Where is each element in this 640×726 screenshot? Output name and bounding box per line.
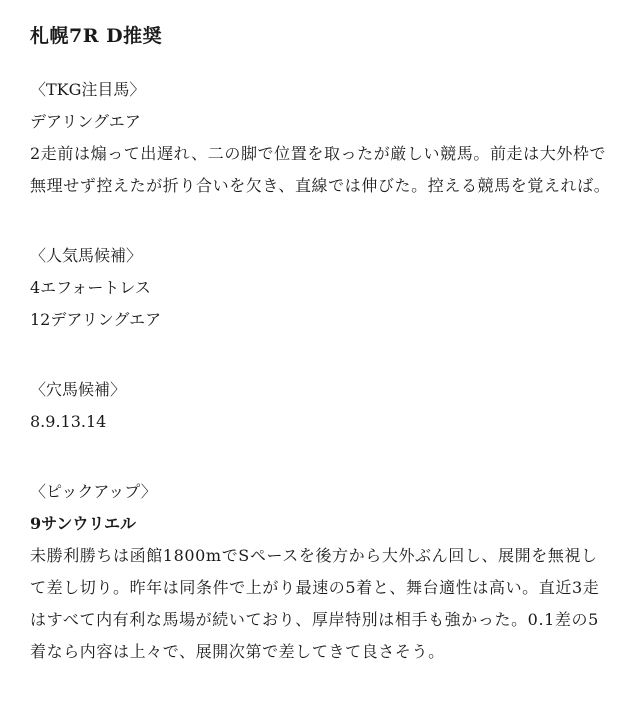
tkg-heading: 〈TKG注目馬〉 [30,80,146,99]
pickup-comment: 未勝利勝ちは函館1800mでSペースを後方から大外ぶん回し、展開を無視して差し切り。昨年は同条件で上がり最速の5着と、舞台適性は高い。直近3走はすべて内有利な馬場が続いており、厚岸特別は相手も強かった。0.1差の5着なら内容は上々で、展開次第で差してきて良さそう。 [30,546,600,661]
popular-heading: 〈人気馬候補〉 [30,246,143,265]
pickup-horse-name: 9サンウリエル [30,514,137,533]
popular-item: 12デアリングエア [30,310,162,329]
spacer [30,336,612,374]
popular-item: 4エフォートレス [30,278,151,297]
spacer [30,202,612,240]
longshot-heading: 〈穴馬候補〉 [30,380,127,399]
tkg-horse-name: デアリングエア [30,112,141,131]
pickup-heading: 〈ピックアップ〉 [30,482,157,501]
longshot-section [30,374,612,438]
tkg-section [30,74,612,202]
longshot-value: 8.9.13.14 [30,412,107,431]
tkg-comment: 2走前は煽って出遅れ、二の脚で位置を取ったが厳しい競馬。前走は大外枠で無理せず控えたが折り合いを欠き、直線では伸びた。控える競馬を覚えれば。 [30,144,611,195]
popular-section [30,240,612,336]
spacer [30,438,612,476]
pickup-section [30,476,612,668]
page-title: 札幌7R D推奨 [30,25,163,47]
